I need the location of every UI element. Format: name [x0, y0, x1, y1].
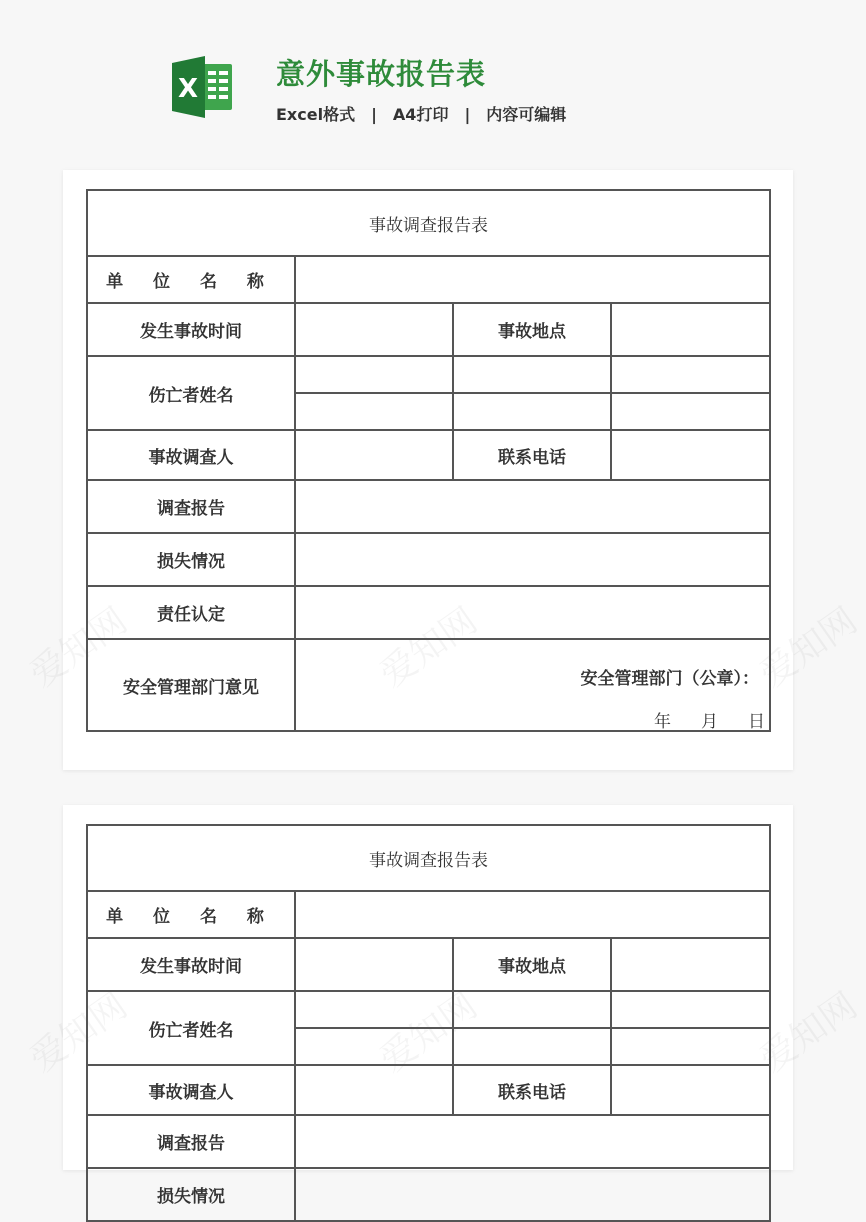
casualty-field[interactable]	[453, 356, 611, 393]
page-title: 意外事故报告表	[276, 57, 487, 91]
preview-page-1	[63, 170, 793, 770]
time-label: 发生事故时间	[87, 938, 295, 991]
responsibility-field[interactable]	[295, 586, 770, 639]
month-label: 月	[701, 712, 718, 732]
form-title: 事故调查报告表	[87, 825, 770, 891]
safety-opinion-field[interactable]	[295, 639, 770, 731]
responsibility-label: 责任认定	[87, 586, 295, 639]
report-label: 调查报告	[87, 480, 295, 533]
location-field[interactable]	[611, 303, 770, 356]
loss-label: 损失情况	[87, 533, 295, 586]
phone-label: 联系电话	[453, 1065, 611, 1115]
accident-report-table	[86, 824, 771, 1222]
separator: |	[464, 105, 471, 124]
report-label: 调查报告	[87, 1115, 295, 1168]
page-header	[0, 0, 860, 150]
location-label: 事故地点	[453, 938, 611, 991]
unit-name-field[interactable]	[295, 256, 770, 303]
form-title: 事故调查报告表	[87, 190, 770, 256]
investigator-label: 事故调查人	[87, 1065, 295, 1115]
year-label: 年	[654, 712, 671, 732]
phone-field[interactable]	[611, 1065, 770, 1115]
accident-report-table	[86, 189, 771, 732]
casualty-field[interactable]	[295, 991, 453, 1028]
unit-name-label: 单 位 名 称	[87, 256, 295, 303]
casualty-field[interactable]	[295, 1028, 453, 1065]
time-field[interactable]	[295, 938, 453, 991]
casualty-field[interactable]	[295, 356, 453, 393]
report-field[interactable]	[295, 1115, 770, 1168]
format-label: Excel格式	[276, 105, 356, 124]
investigator-field[interactable]	[295, 1065, 453, 1115]
stamp-label: 安全管理部门（公章）：	[580, 669, 759, 689]
print-label: A4打印	[392, 105, 449, 124]
casualty-field[interactable]	[611, 1028, 770, 1065]
casualty-name-label: 伤亡者姓名	[87, 356, 295, 430]
day-label: 日	[748, 712, 765, 732]
subtitle	[276, 102, 566, 125]
casualty-field[interactable]	[453, 393, 611, 430]
loss-field[interactable]	[295, 1168, 770, 1221]
svg-text:X: X	[177, 74, 199, 104]
unit-name-label: 单 位 名 称	[87, 891, 295, 938]
phone-label: 联系电话	[453, 430, 611, 480]
safety-opinion-label: 安全管理部门意见	[87, 639, 295, 731]
date-line	[624, 707, 765, 732]
time-field[interactable]	[295, 303, 453, 356]
report-field[interactable]	[295, 480, 770, 533]
casualty-name-label: 伤亡者姓名	[87, 991, 295, 1065]
loss-label: 损失情况	[87, 1168, 295, 1221]
separator: |	[371, 105, 377, 124]
location-label: 事故地点	[453, 303, 611, 356]
location-field[interactable]	[611, 938, 770, 991]
phone-field[interactable]	[611, 430, 770, 480]
casualty-field[interactable]	[611, 991, 770, 1028]
investigator-label: 事故调查人	[87, 430, 295, 480]
loss-field[interactable]	[295, 533, 770, 586]
investigator-field[interactable]	[295, 430, 453, 480]
casualty-field[interactable]	[611, 356, 770, 393]
edit-label: 内容可编辑	[486, 105, 567, 124]
casualty-field[interactable]	[453, 1028, 611, 1065]
preview-page-2	[63, 805, 793, 1207]
unit-name-field[interactable]	[295, 891, 770, 938]
casualty-field[interactable]	[611, 393, 770, 430]
casualty-field[interactable]	[295, 393, 453, 430]
excel-icon	[172, 56, 234, 118]
time-label: 发生事故时间	[87, 303, 295, 356]
casualty-field[interactable]	[453, 991, 611, 1028]
